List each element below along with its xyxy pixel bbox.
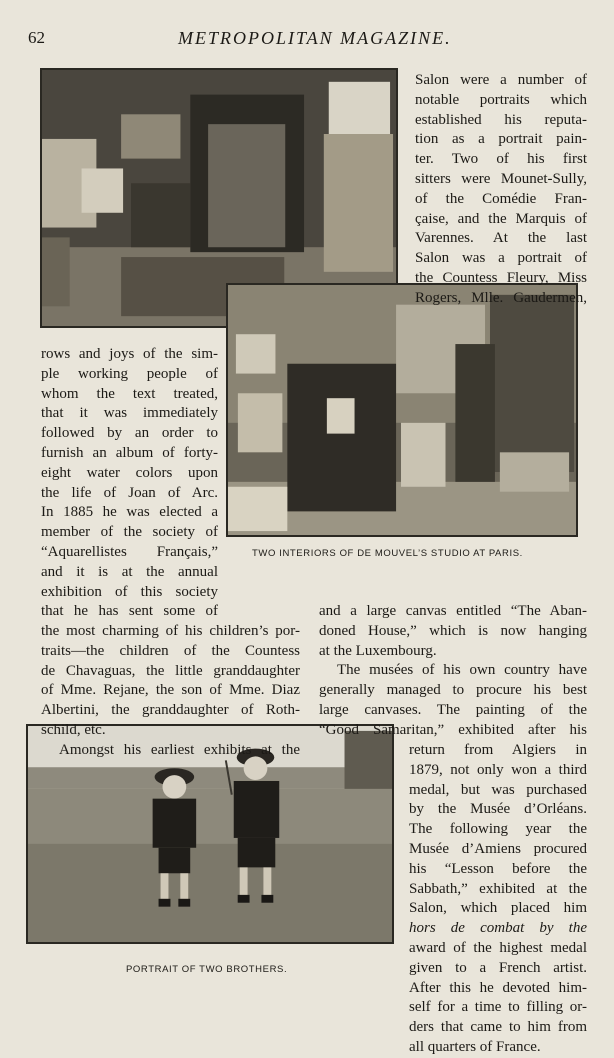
text-line: The following year the <box>409 821 587 838</box>
text-line: established his reputa- <box>415 111 587 128</box>
text-line: furnish an album of forty- <box>41 444 218 461</box>
text-line: hors de combat by the <box>409 920 587 937</box>
text-line: self for a time to filling or- <box>409 999 587 1016</box>
text-line: Rogers, Mlle. Gaudermen, <box>415 289 587 306</box>
text-line: notable portraits which <box>415 91 587 108</box>
text-line: that he has sent some of <box>41 603 218 620</box>
studio-interior-photo-2 <box>226 283 578 537</box>
text-line: tion as a portrait pain- <box>415 131 587 148</box>
caption-studio-interiors: TWO INTERIORS OF DE MOUVEL’S STUDIO AT PARIS. <box>252 548 523 559</box>
text-line: the most charming of his children’s por- <box>41 623 300 639</box>
text-line: return from Algiers in <box>409 742 587 758</box>
text-line: ter. Two of his first <box>415 151 587 168</box>
text-line: medal, but was purchased <box>409 781 587 798</box>
text-line: “Good Samaritan,” exhibited after his <box>319 721 587 738</box>
text-line: of the Comédie Fran- <box>415 190 587 207</box>
text-line: the Countess Fleury, Miss <box>415 269 587 286</box>
text-line: “Aquarellistes Français,” <box>41 543 218 560</box>
text-line: Salon were a number of <box>415 72 587 88</box>
text-line: eight water colors upon <box>41 464 218 481</box>
text-line: In 1885 he was elected a <box>41 504 218 521</box>
text-column-left-lower <box>41 622 300 761</box>
text-line: Sabbath,” exhibited at the <box>409 880 587 897</box>
page-header <box>28 24 594 54</box>
text-line: by the Musée d’Orléans. <box>409 801 587 818</box>
text-line: large canvases. The painting of the <box>319 701 587 718</box>
text-line: given to a French artist. <box>409 959 587 976</box>
text-line: traits—the children of the Countess <box>41 642 300 659</box>
text-line: 1879, not only won a third <box>409 761 587 778</box>
text-line: After this he devoted him- <box>409 979 587 996</box>
text-line: exhibition of this society <box>41 583 218 600</box>
text-line: Musée d’Amiens procured <box>409 840 587 857</box>
text-line: rows and joys of the sim- <box>41 346 218 362</box>
text-line: Salon was a portrait of <box>415 250 587 267</box>
text-line: all quarters of France. <box>409 1038 541 1055</box>
page-number: 62 <box>28 28 45 47</box>
text-line: followed by an order to <box>41 425 218 442</box>
text-line: of Mme. Rejane, the son of Mme. Diaz <box>41 682 300 699</box>
text-line: sitters were Mounet-Sully, <box>415 170 587 187</box>
text-line: that it was immediately <box>41 405 218 422</box>
text-line: his “Lesson before the <box>409 860 587 877</box>
text-line: Salon, which placed him <box>409 900 587 917</box>
text-column-right-top <box>415 71 587 309</box>
text-line: Albertini, the granddaughter of Roth- <box>41 702 300 719</box>
caption-two-brothers: PORTRAIT OF TWO BROTHERS. <box>126 964 288 975</box>
text-line: doned House,” which is now hanging <box>319 622 587 639</box>
text-line: The musées of his own country have <box>337 662 587 679</box>
text-line: Varennes. At the last <box>415 230 587 247</box>
text-line: schild, etc. <box>41 721 106 738</box>
text-line: member of the society of <box>41 524 218 541</box>
text-line: Amongst his earliest exhibits at the <box>59 741 300 758</box>
text-line: de Chavaguas, the little granddaughter <box>41 662 300 679</box>
text-column-left-middle <box>41 345 218 622</box>
text-line: and a large canvas entitled “The Aban- <box>319 603 587 619</box>
text-line: the life of Joan of Arc. <box>41 484 218 501</box>
text-line: and it is at the annual <box>41 563 218 580</box>
text-line: ple working people of <box>41 365 218 382</box>
text-column-right-lower <box>319 602 587 741</box>
text-line: çaise, and the Marquis of <box>415 210 587 227</box>
magazine-title: METROPOLITAN MAGAZINE. <box>178 28 452 48</box>
text-column-right-bottom <box>409 741 587 1058</box>
text-line: ders that came to him from <box>409 1019 587 1036</box>
text-line: whom the text treated, <box>41 385 218 402</box>
text-line: at the Luxembourg. <box>319 642 437 659</box>
text-line: generally managed to procure his best <box>319 682 587 699</box>
text-line: award of the highest medal <box>409 939 587 956</box>
